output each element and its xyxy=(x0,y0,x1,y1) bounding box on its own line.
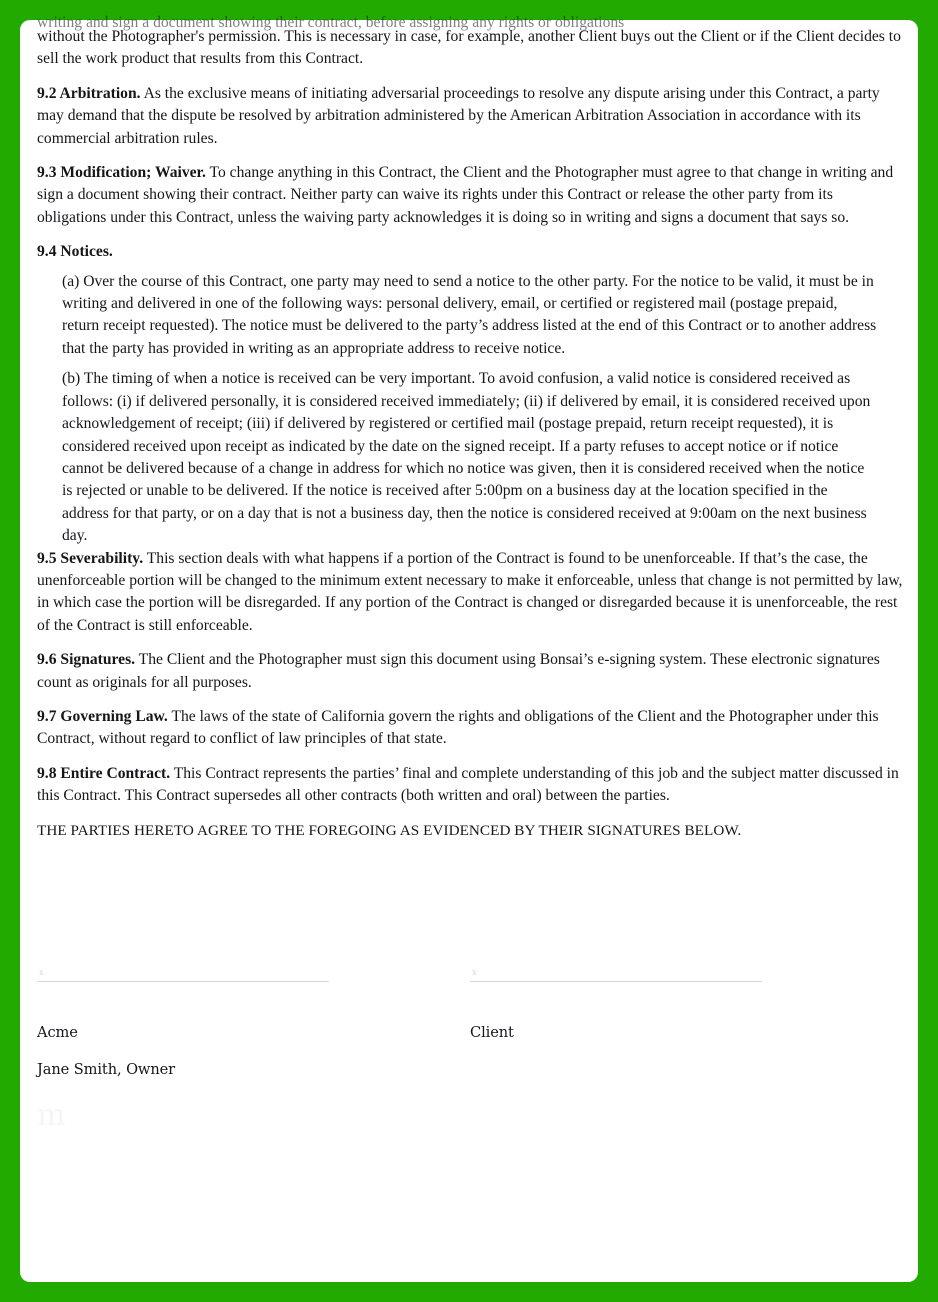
paragraph-text: without the Photographer's permission. This is necessary in case, for example, another Client buys out the Client or if the Client decides to sell the work product that results from this Contract. xyxy=(37,28,901,68)
paragraph-text: The Client and the Photographer must sign this document using Bonsai’s e-signing system. These electronic signatures count as originals for all purposes. xyxy=(37,651,880,691)
paragraph-text: To change anything in this Contract, the Client and the Photographer must agree to that change in writing and sign a document showing their contract. Neither party can waive its rights under this Contract or release the other party from its obligations under this Contract, unless the waiving party acknowledges it is doing so in writing and signs a document that says so. xyxy=(37,164,894,226)
section-heading-9-8: 9.8 Entire Contract. xyxy=(37,764,171,782)
document-page xyxy=(20,14,918,1282)
signature-row xyxy=(37,968,903,1078)
paragraph-9-5 xyxy=(37,548,903,638)
signature-block-left xyxy=(37,968,470,1078)
section-heading-9-4: 9.4 Notices. xyxy=(37,243,113,261)
signature-block-right xyxy=(470,968,903,1078)
signature-line-left[interactable] xyxy=(37,981,329,982)
section-heading-9-5: 9.5 Severability. xyxy=(37,549,144,567)
paragraph-9-6 xyxy=(37,649,903,694)
paragraph-text: The laws of the state of California govern the rights and obligations of the Client and the Photographer under this Contract, without regard to conflict of law principles of that state. xyxy=(37,707,879,748)
paragraph-9-8 xyxy=(37,763,903,808)
signature-signer-left: Jane Smith, Owner xyxy=(37,1061,176,1078)
signature-party-name-left: Acme xyxy=(37,1024,78,1041)
contract-body xyxy=(37,12,903,842)
section-heading-9-6: 9.6 Signatures. xyxy=(37,651,136,669)
signature-line-right[interactable] xyxy=(470,981,762,982)
paragraph-9-1-continued xyxy=(37,26,903,71)
clipped-top-line: writing and sign a document showing their contract, before assigning any rights or obligations xyxy=(37,14,625,31)
paragraph-9-2 xyxy=(37,83,903,150)
paragraph-text: As the exclusive means of initiating adversarial proceedings to resolve any dispute arising under this Contract, a party may demand that the dispute be resolved by arbitration administered by the American Arbitration Association in accordance with its commercial arbitration rules. xyxy=(37,84,880,147)
signature-x-marker-right: x xyxy=(472,968,477,978)
notices-item-a: (a) Over the course of this Contract, one party may need to send a notice to the other party. For the notice to be valid, it must be in writing and delivered in one of the following ways: personal delivery, email, or certified or registered mail (postage prepaid, return receipt requested). The notice must be delivered to the party’s address listed at the end of this Contract or to another address that the party has provided in writing as an appropriate address to receive notice. xyxy=(62,272,877,357)
paragraph-text: This Contract represents the parties’ final and complete understanding of this job and the subject matter discussed in this Contract. This Contract supersedes all other contracts (both written and oral) between the parties. xyxy=(37,764,899,805)
signature-x-marker-left: x xyxy=(39,968,44,978)
signature-area xyxy=(37,968,903,1078)
notices-subsections xyxy=(37,271,903,548)
signature-ghost-artifact xyxy=(37,1098,187,1132)
notices-item-b: (b) The timing of when a notice is received can be very important. To avoid confusion, a valid notice is considered received as follows: (i) if delivered personally, it is considered received immediately; (ii) if delivered by email, it is considered received upon acknowledgement of receipt; (iii) if delivered by registered or certified mail (postage prepaid, return receipt requested), it is considered received upon receipt as indicated by the date on the signed receipt. If a party refuses to accept notice or if notice cannot be delivered because of a change in address for which no notice was given, then it is considered received when the notice is rejected or unable to be delivered. If the notice is received after 5:00pm on a business day at the location specified in the address for that party, or on a day that is not a business day, then the notice is considered received at 9:00am on the next business day. xyxy=(62,370,871,545)
section-heading-9-3: 9.3 Modification; Waiver. xyxy=(37,164,206,182)
section-heading-9-2: 9.2 Arbitration. xyxy=(37,84,141,102)
agreement-statement: THE PARTIES HERETO AGREE TO THE FOREGOING AS EVIDENCED BY THEIR SIGNATURES BELOW. xyxy=(37,821,742,839)
paragraph-9-7 xyxy=(37,706,903,751)
section-heading-9-7: 9.7 Governing Law. xyxy=(37,707,168,725)
paragraph-text: This section deals with what happens if a portion of the Contract is found to be unenforceable. If that’s the case, the unenforceable portion will be changed to the minimum extent necessary to make it enforceable, unless that change is not permitted by law, in which case the portion will be disregarded. If any portion of the Contract is changed or disregarded because it is unenforceable, the rest of the Contract is still enforceable. xyxy=(37,549,903,634)
signature-party-name-right: Client xyxy=(470,1024,514,1041)
paragraph-9-3 xyxy=(37,162,903,229)
